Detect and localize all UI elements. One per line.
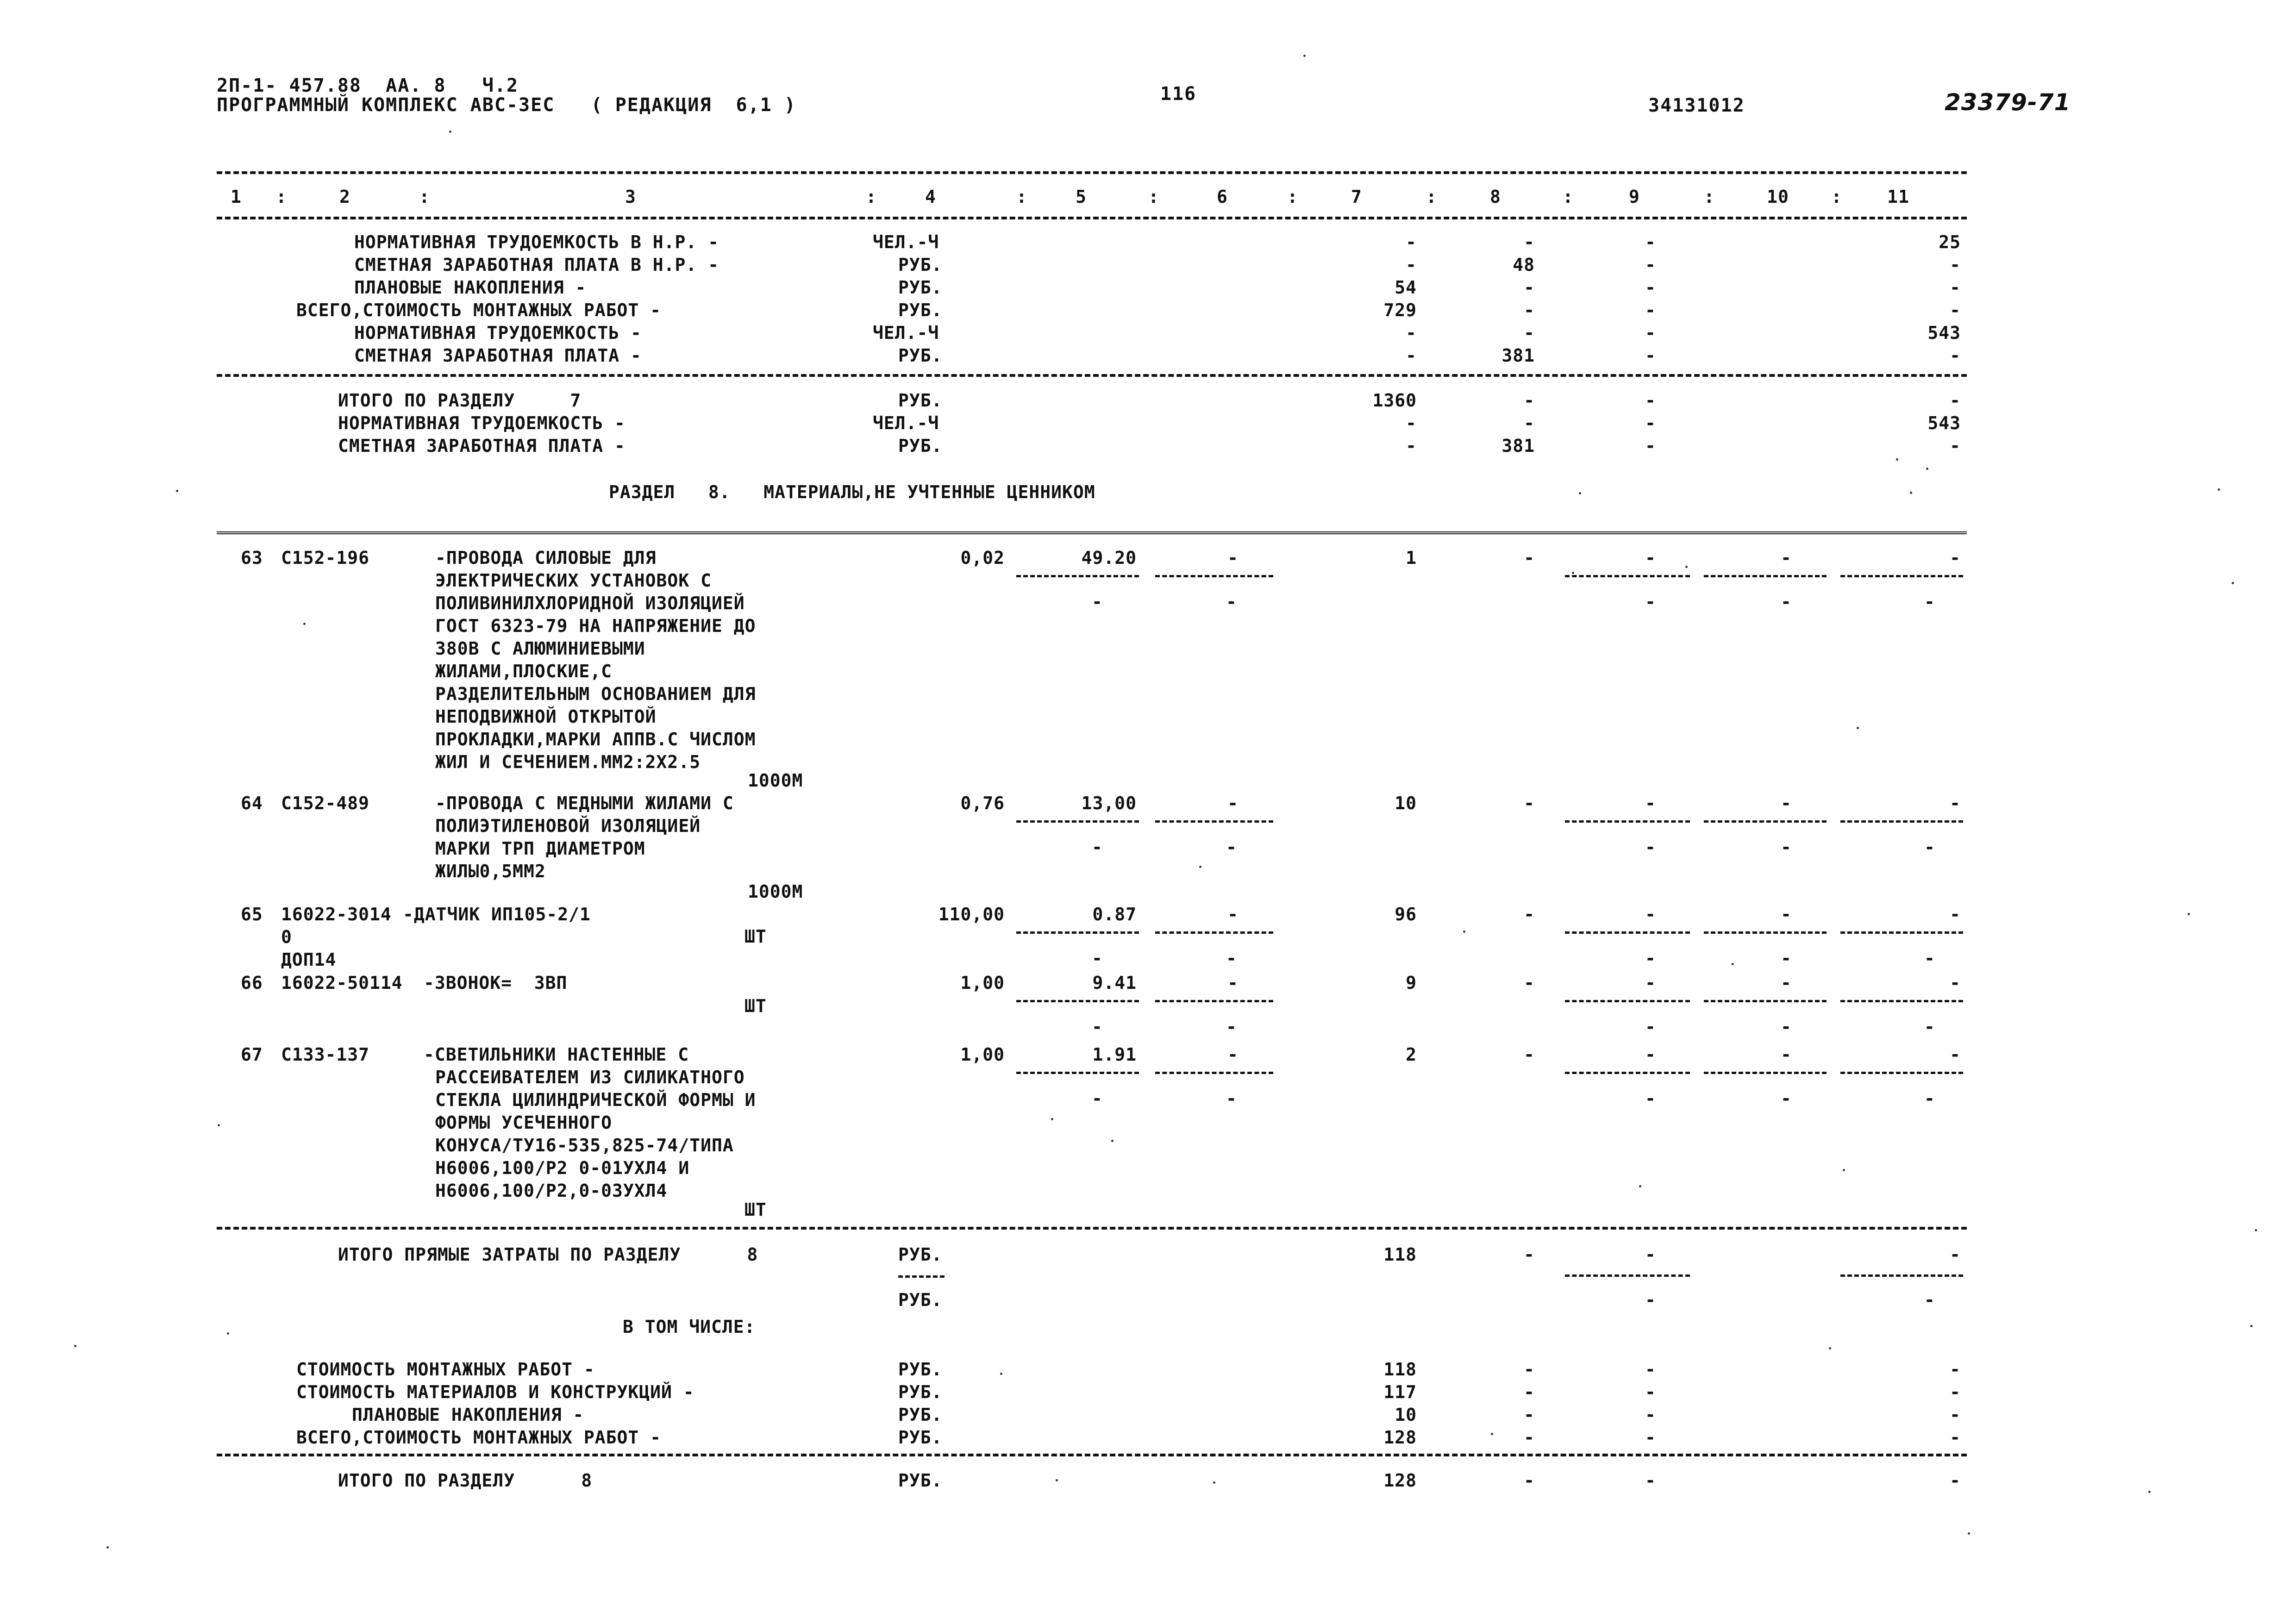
item-subrule [1565,1072,1690,1074]
item-col8: - [1524,548,1535,568]
item-description-line: ГОСТ 6323-79 НА НАПРЯЖЕНИЕ ДО [435,616,756,636]
item-subline-dash: - [1924,592,1935,612]
summary-row-col9: - [1645,323,1656,343]
section8-total-col9: - [1645,1470,1656,1491]
item-quantity: 1,00 [960,1044,1005,1065]
column-divider: : [1148,187,1159,207]
item-unit-price: 13,00 [1081,793,1137,813]
item-subrule [1155,931,1273,934]
section7-total-col11: 543 [1927,413,1961,433]
item-description-line: -ЗВОНОК= ЗВП [424,973,568,993]
object-code: 34131012 [1648,95,1745,116]
column-divider: : [866,187,877,207]
scan-speck [1056,1479,1058,1481]
including-heading: В ТОМ ЧИСЛЕ: [623,1317,756,1337]
summary-row-col8: - [1524,232,1535,252]
column-number-6: 6 [1217,187,1228,207]
item-subrule [1840,1072,1963,1074]
breakdown-row-col7: 128 [1383,1427,1417,1448]
item-subline-dash: - [1781,1017,1792,1037]
direct-costs-total: 118 [1383,1244,1417,1265]
summary-row-col7: 729 [1383,300,1417,320]
item-description-line: -ДАТЧИК ИП105-2/1 [403,904,591,924]
summary-row-label: СМЕТНАЯ ЗАРАБОТНАЯ ПЛАТА - [354,345,642,366]
breakdown-row-label: ПЛАНОВЫЕ НАКОПЛЕНИЯ - [352,1405,584,1425]
summary-row-col11: - [1950,345,1961,366]
section7-total-col9: - [1645,436,1656,456]
breakdown-row-col11: - [1950,1359,1961,1380]
item-total: 1 [1406,548,1417,568]
item-subline-dash: - [1781,592,1792,612]
item-description-line: ФОРМЫ УСЕЧЕННОГО [435,1112,613,1133]
item-subline-dash: - [1226,592,1237,612]
item-number: 66 [241,973,263,993]
item-description-line: Н6006,100/Р2 0-01УХЛ4 И [435,1158,690,1178]
item-col10: - [1781,793,1792,813]
item-subline-dash: - [1226,948,1237,968]
item-subline-dash: - [1645,948,1656,968]
breakdown-row-col9: - [1645,1427,1656,1448]
direct-costs-subrule [1565,1274,1690,1277]
item-subrule [1016,1072,1139,1074]
section7-total-unit: ЧЕЛ.-Ч [873,413,939,433]
summary-row-col8: - [1524,300,1535,320]
item-unit-price: 1.91 [1092,1044,1137,1065]
item-quantity: 110,00 [938,904,1005,924]
item-subrule [1155,1072,1273,1074]
scan-speck [1303,55,1306,57]
item-description-line: -СВЕТИЛЬНИКИ НАСТЕННЫЕ С [424,1044,689,1065]
item-quantity: 0,76 [960,793,1005,813]
summary-row-col7: - [1406,345,1417,366]
breakdown-row-col8: - [1524,1382,1535,1402]
column-divider: : [1831,187,1842,207]
item-subline-dash: - [1092,1017,1103,1037]
section7-total-col7: 1360 [1372,390,1417,411]
item-unit-price: 0.87 [1092,904,1137,924]
summary-row-label: ПЛАНОВЫЕ НАКОПЛЕНИЯ - [354,277,587,298]
summary-row-col11: 543 [1927,323,1961,343]
item-subrule [1155,575,1273,577]
item-unit-price: 9.41 [1092,973,1137,993]
item-number: 63 [241,548,263,568]
section8-total-col7: 128 [1383,1470,1417,1491]
column-divider: : [1016,187,1027,207]
item-description-line: ЖИЛ И СЕЧЕНИЕМ.ММ2:2Х2.5 [435,752,701,772]
breakdown-row-col7: 10 [1395,1405,1417,1425]
scan-speck [1491,1433,1493,1435]
item-total: 9 [1406,973,1417,993]
item-col6: - [1227,973,1239,993]
item-subline-dash: - [1781,1088,1792,1109]
item-description-line: ПОЛИЭТИЛЕНОВОЙ ИЗОЛЯЦИЕЙ [435,816,701,836]
scan-speck [1463,931,1465,933]
item-code: С152-489 [281,793,370,813]
item-col8: - [1524,904,1535,924]
item-description-line: ПРОКЛАДКИ,МАРКИ АППВ.С ЧИСЛОМ [435,729,756,750]
item-subline-dash: - [1092,837,1103,857]
scan-speck [1572,572,1574,574]
item-description-line: 380В С АЛЮМИНИЕВЫМИ [435,638,645,659]
summary-row-col8: - [1524,323,1535,343]
direct-costs-rule [217,1227,1967,1230]
item-col9: - [1645,793,1656,813]
item-description-line: СТЕКЛА ЦИЛИНДРИЧЕСКОЙ ФОРМЫ И [435,1090,756,1110]
item-subrule [1840,820,1963,823]
item-description-line: НЕПОДВИЖНОЙ ОТКРЫТОЙ [435,706,657,727]
item-col10: - [1781,904,1792,924]
section7-total-col9: - [1645,413,1656,433]
summary-row-unit: РУБ. [898,345,943,366]
item-quantity: 0,02 [960,548,1005,568]
summary-row-col9: - [1645,232,1656,252]
item-subrule [1704,575,1827,577]
column-number-7: 7 [1351,187,1362,207]
direct-costs-col9-sub: - [1645,1290,1656,1310]
column-number-10: 10 [1767,187,1789,207]
item-subrule [1565,931,1690,934]
breakdown-row-col8: - [1524,1359,1535,1380]
item-subline-dash: - [1924,837,1935,857]
item-total: 10 [1395,793,1417,813]
section7-total-unit: РУБ. [898,436,943,456]
item-col6: - [1227,548,1239,568]
direct-costs-subrule [1840,1274,1963,1277]
summary-row-col7: - [1406,255,1417,275]
section8-total-col8: - [1524,1470,1535,1491]
breakdown-row-unit: РУБ. [898,1427,943,1448]
item-col8: - [1524,1044,1535,1065]
item-description-line: Н6006,100/Р2,0-03УХЛ4 [435,1181,668,1201]
section7-total-col8: - [1524,413,1535,433]
direct-costs-unit-2: РУБ. [898,1290,943,1310]
item-code: С152-196 [281,548,370,568]
column-number-1: 1 [231,187,242,207]
direct-costs-col9: - [1645,1244,1656,1265]
item-total: 96 [1395,904,1417,924]
column-number-3: 3 [625,187,636,207]
table-top-rule [217,171,1967,174]
summary-row-label: ВСЕГО,СТОИМОСТЬ МОНТАЖНЫХ РАБОТ - [296,300,661,320]
document-code: 2П-1- 457.88 АА. 8 Ч.2 [217,75,519,96]
item-subrule [1704,820,1827,823]
item-unit: ШТ [744,926,767,947]
item-subrule [1840,931,1963,934]
scan-speck [1926,468,1928,470]
item-subrule [1704,1072,1827,1074]
section8-total-col11: - [1950,1470,1961,1491]
header-bottom-rule [217,217,1967,219]
breakdown-row-col7: 117 [1383,1382,1417,1402]
item-col11: - [1950,973,1961,993]
scan-speck [1829,1347,1831,1349]
breakdown-row-col9: - [1645,1382,1656,1402]
item-col10: - [1781,973,1792,993]
item-description-line: РАЗДЕЛИТЕЛЬНЫМ ОСНОВАНИЕМ ДЛЯ [435,684,756,704]
breakdown-row-col11: - [1950,1427,1961,1448]
item-subline-dash: - [1645,837,1656,857]
item-number: 64 [241,793,263,813]
page-number: 116 [1160,83,1197,105]
section7-total-rule [217,374,1967,377]
direct-costs-label: ИТОГО ПРЯМЫЕ ЗАТРАТЫ ПО РАЗДЕЛУ 8 [338,1244,758,1265]
item-subline-dash: - [1226,837,1237,857]
summary-row-unit: РУБ. [898,277,943,298]
column-divider: : [1426,187,1437,207]
item-code-suffix: 0 [281,927,292,947]
item-quantity: 1,00 [960,973,1005,993]
item-description-line: РАССЕИВАТЕЛЕМ ИЗ СИЛИКАТНОГО [435,1067,745,1087]
item-subrule [1565,1000,1690,1002]
section-title: РАЗДЕЛ 8. МАТЕРИАЛЫ,НЕ УЧТЕННЫЕ ЦЕННИКОМ [609,482,1095,502]
scan-speck [1639,1185,1641,1187]
item-total: 2 [1406,1044,1417,1065]
item-subline-dash: - [1645,1017,1656,1037]
summary-row-col8: 381 [1501,345,1535,366]
scan-speck [1843,1169,1845,1171]
section7-total-label: НОРМАТИВНАЯ ТРУДОЕМКОСТЬ - [338,413,626,433]
section7-total-col8: - [1524,390,1535,411]
scan-speck [1910,492,1912,494]
item-col9: - [1645,904,1656,924]
registration-stamp: 23379-71 [1945,89,2071,116]
item-unit: 1000М [748,770,803,791]
breakdown-row-col7: 118 [1383,1359,1417,1380]
item-col6: - [1227,904,1239,924]
section7-total-col7: - [1406,436,1417,456]
item-col9: - [1645,973,1656,993]
section7-total-col8: 381 [1501,436,1535,456]
breakdown-row-col9: - [1645,1405,1656,1425]
column-number-2: 2 [339,187,350,207]
item-col10: - [1781,1044,1792,1065]
column-number-11: 11 [1887,187,1909,207]
item-code: 16022-3014 [281,904,392,924]
section7-total-col11: - [1950,436,1961,456]
scan-speck [227,1332,229,1335]
breakdown-row-label: СТОИМОСТЬ МОНТАЖНЫХ РАБОТ - [296,1359,595,1380]
item-code: С133-137 [281,1044,370,1065]
item-description-line: МАРКИ ТРП ДИАМЕТРОМ [435,838,645,859]
item-description-line: ЖИЛЫ0,5ММ2 [435,861,546,881]
item-subline-dash: - [1645,1088,1656,1109]
scan-speck [1213,1481,1215,1484]
scan-speck [2148,1491,2151,1493]
breakdown-row-col8: - [1524,1405,1535,1425]
breakdown-row-label: СТОИМОСТЬ МАТЕРИАЛОВ И КОНСТРУКЦИЙ - [296,1382,694,1402]
breakdown-row-col11: - [1950,1405,1961,1425]
item-subline-dash: - [1781,948,1792,968]
summary-row-col8: - [1524,277,1535,298]
item-description-line: -ПРОВОДА С МЕДНЫМИ ЖИЛАМИ С [435,793,734,813]
summary-row-unit: РУБ. [898,300,943,320]
item-unit-price: 49.20 [1081,548,1137,568]
item-number: 67 [241,1044,263,1065]
section7-total-col11: - [1950,390,1961,411]
summary-row-col7: - [1406,323,1417,343]
item-subrule [1016,1000,1139,1002]
section7-total-label: ИТОГО ПО РАЗДЕЛУ 7 [338,390,582,411]
scan-speck [74,1345,76,1347]
scan-speck [1896,458,1898,461]
item-subrule [1704,931,1827,934]
breakdown-row-col8: - [1524,1427,1535,1448]
scan-speck [1000,1373,1002,1375]
scan-speck [303,623,306,625]
scan-speck [1857,727,1859,729]
item-description-line: -ПРОВОДА СИЛОВЫЕ ДЛЯ [435,548,657,568]
item-col11: - [1950,793,1961,813]
scan-speck [1111,1140,1114,1142]
summary-row-col11: - [1950,300,1961,320]
column-number-5: 5 [1076,187,1087,207]
item-subrule [1704,1000,1827,1002]
item-description-line: ЖИЛАМИ,ПЛОСКИЕ,С [435,661,613,681]
section7-total-col7: - [1406,413,1417,433]
scan-speck [449,131,451,133]
scan-speck [2255,1229,2257,1231]
summary-row-col9: - [1645,255,1656,275]
scan-speck [2232,582,2234,584]
direct-costs-subrule [898,1275,945,1278]
column-divider: : [419,187,430,207]
summary-row-col11: 25 [1939,232,1961,252]
summary-row-col9: - [1645,277,1656,298]
item-subrule [1016,931,1139,934]
scan-speck [1579,492,1581,494]
section7-total-label: СМЕТНАЯ ЗАРАБОТНАЯ ПЛАТА - [338,436,626,456]
breakdown-row-label: ВСЕГО,СТОИМОСТЬ МОНТАЖНЫХ РАБОТ - [296,1427,661,1448]
item-description-line: ЭЛЕКТРИЧЕСКИХ УСТАНОВОК С [435,570,712,591]
item-col10: - [1781,548,1792,568]
item-subrule [1016,575,1139,577]
section8-total-label: ИТОГО ПО РАЗДЕЛУ 8 [338,1470,593,1491]
summary-row-col8: 48 [1513,255,1535,275]
item-subline-dash: - [1092,948,1103,968]
breakdown-row-col11: - [1950,1382,1961,1402]
section8-total-rule [217,1454,1967,1456]
section-title-rule [217,531,1967,534]
scan-speck [1685,566,1688,568]
summary-row-col9: - [1645,345,1656,366]
column-divider: : [1287,187,1298,207]
item-col11: - [1950,904,1961,924]
item-number: 65 [241,904,263,924]
direct-costs-col11-sub: - [1924,1290,1935,1310]
section7-total-unit: РУБ. [898,390,943,411]
item-subrule [1155,1000,1273,1002]
section7-total-col9: - [1645,390,1656,411]
item-code-suffix: ДОП14 [281,949,337,970]
item-col11: - [1950,548,1961,568]
summary-row-col9: - [1645,300,1656,320]
item-subrule [1016,820,1139,823]
summary-row-col11: - [1950,277,1961,298]
column-number-4: 4 [925,187,936,207]
scan-speck [2218,488,2220,491]
column-divider: : [1704,187,1715,207]
item-subline-dash: - [1924,1017,1935,1037]
item-unit: ШТ [744,996,767,1016]
summary-row-col7: - [1406,232,1417,252]
item-subline-dash: - [1092,1088,1103,1109]
item-subline-dash: - [1226,1017,1237,1037]
direct-costs-unit: РУБ. [898,1244,943,1265]
summary-row-unit: ЧЕЛ.-Ч [873,232,939,252]
column-divider: : [1563,187,1574,207]
scan-speck [106,1546,109,1549]
scan-speck [1732,963,1734,965]
summary-row-label: НОРМАТИВНАЯ ТРУДОЕМКОСТЬ В Н.Р. - [354,232,719,252]
breakdown-row-unit: РУБ. [898,1359,943,1380]
breakdown-row-unit: РУБ. [898,1405,943,1425]
summary-row-unit: РУБ. [898,255,943,275]
item-col11: - [1950,1044,1961,1065]
scan-speck [2250,1325,2252,1327]
scan-speck [218,1124,220,1126]
item-description-line: КОНУСА/ТУ16-535,825-74/ТИПА [435,1135,734,1156]
item-col6: - [1227,1044,1239,1065]
item-col8: - [1524,973,1535,993]
program-title: ПРОГРАММНЫЙ КОМПЛЕКС АВС-3ЕС ( РЕДАКЦИЯ 6,1 ) [217,94,796,116]
summary-row-unit: ЧЕЛ.-Ч [873,323,939,343]
breakdown-row-unit: РУБ. [898,1382,943,1402]
column-number-8: 8 [1490,187,1501,207]
item-subrule [1155,820,1273,823]
item-col6: - [1227,793,1239,813]
item-description-line: ПОЛИВИНИЛХЛОРИДНОЙ ИЗОЛЯЦИЕЙ [435,593,745,613]
column-divider: : [276,187,287,207]
item-col8: - [1524,793,1535,813]
item-subline-dash: - [1924,948,1935,968]
item-unit: 1000М [748,881,803,902]
item-subline-dash: - [1645,592,1656,612]
item-subrule [1840,1000,1963,1002]
summary-row-label: НОРМАТИВНАЯ ТРУДОЕМКОСТЬ - [354,323,642,343]
item-code: 16022-50114 [281,973,403,993]
scan-speck [176,490,178,492]
breakdown-row-col9: - [1645,1359,1656,1380]
scan-speck [2188,913,2190,915]
item-subline-dash: - [1781,837,1792,857]
item-subrule [1565,575,1690,577]
item-subrule [1565,820,1690,823]
scan-speck [1199,866,1201,868]
direct-costs-col8: - [1524,1244,1535,1265]
direct-costs-col11: - [1950,1244,1961,1265]
item-subrule [1840,575,1963,577]
column-number-9: 9 [1629,187,1640,207]
item-subline-dash: - [1226,1088,1237,1109]
section8-total-unit: РУБ. [898,1470,943,1491]
summary-row-label: СМЕТНАЯ ЗАРАБОТНАЯ ПЛАТА В Н.Р. - [354,255,719,275]
summary-row-col7: 54 [1395,277,1417,298]
summary-row-col11: - [1950,255,1961,275]
item-col9: - [1645,548,1656,568]
item-unit: ШТ [744,1199,767,1220]
scan-speck [1968,1532,1970,1535]
scan-speck [1051,1118,1053,1120]
item-col9: - [1645,1044,1656,1065]
item-subline-dash: - [1092,592,1103,612]
item-subline-dash: - [1924,1088,1935,1109]
